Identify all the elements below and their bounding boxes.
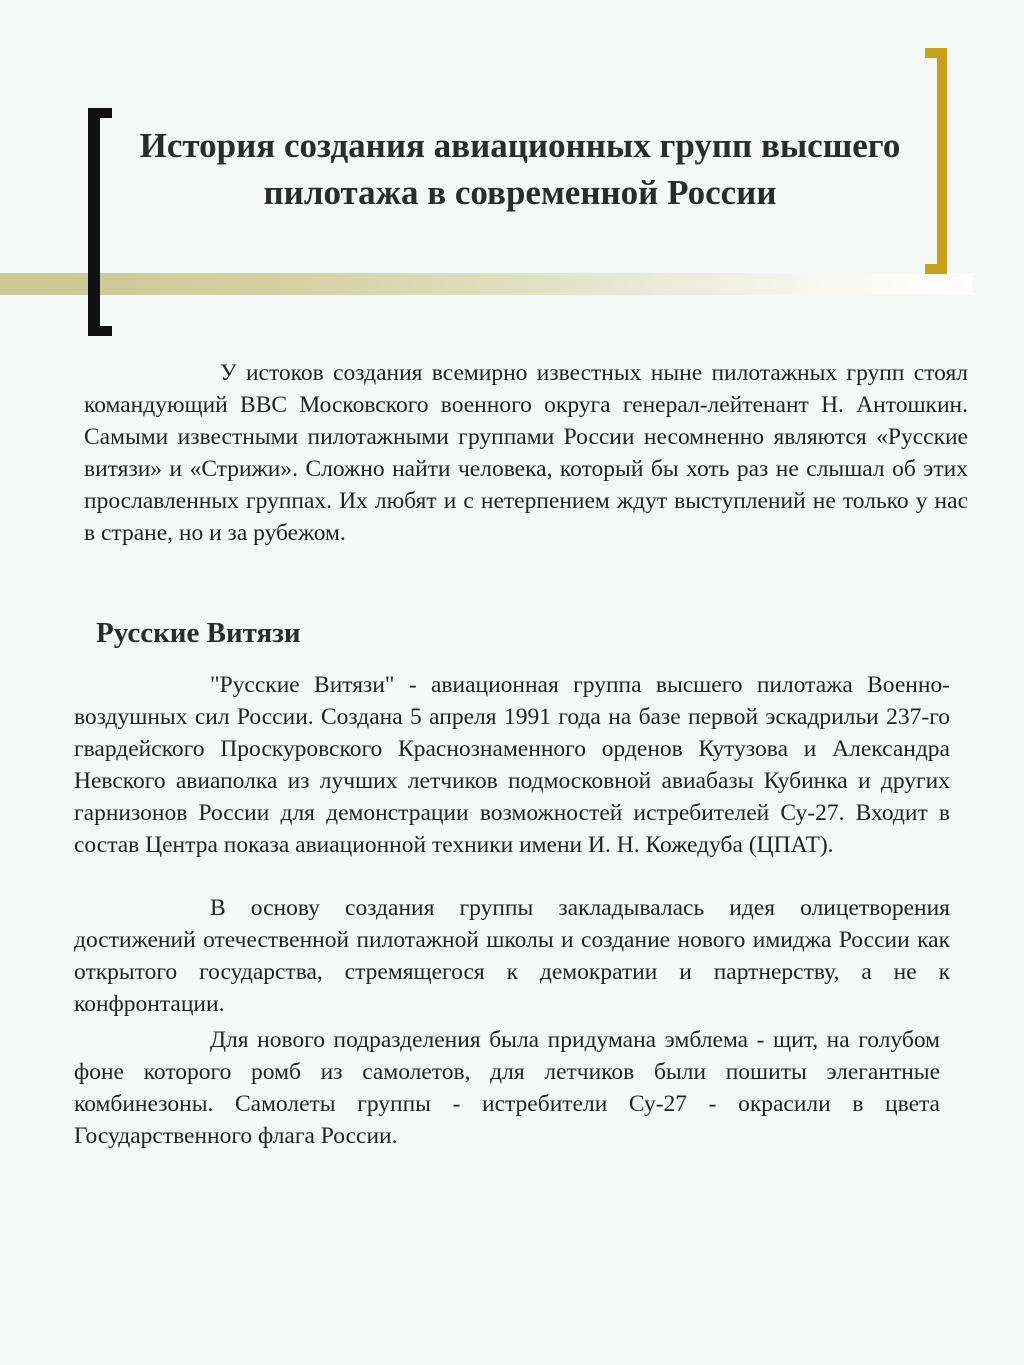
section-paragraph-1: "Русские Витязи" - авиационная группа высшего пилотажа Военно-воздушных сил России. Создана 5 апреля 1991 года на базе первой эскадрильи 237-го гвардейского Проскуровского Краснознаменного орденов Кутузова и Александра Невского авиаполка из лучших летчиков подмосковной авиабазы Кубинка и других гарнизонов России для демонстрации возможностей истребителей Су-27. Входит в состав Центра показа авиационной техники имени И. Н. Кожедуба (ЦПАТ).	[74, 672, 950, 858]
intro-paragraph: У истоков создания всемирно известных ныне пилотажных групп стоял командующий ВВС Московского военного округа генерал-лейтенант Н. Антошкин. Самыми известными пилотажными группами России несомненно являются «Русские витязи» и «Стрижи». Сложно найти человека, который бы хоть раз не слышал об этих прославленных группах. Их любят и с нетерпением ждут выступлений не только у нас в стране, но и за рубежом.	[84, 360, 968, 546]
left-bracket-decoration	[88, 108, 112, 336]
decorative-gradient-bar	[0, 273, 973, 295]
slide-title: История создания авиационных групп высшего пилотажа в современной России	[139, 126, 901, 212]
right-bracket-decoration	[925, 48, 947, 274]
section-paragraph-3: Для нового подразделения была придумана эмблема - щит, на голубом фоне которого ромб из самолетов, для летчиков были пошиты элегантные комбинезоны. Самолеты группы - истребители Су-27 - окрасили в цвета Государственного флага России.	[74, 1027, 940, 1149]
section-heading: Русские Витязи	[96, 617, 301, 649]
section-paragraph-2: В основу создания группы закладывалась идея олицетворения достижений отечественной пилотажной школы и создание нового имиджа России как открытого государства, стремящегося к демократии и партнерству, а не к конфронтации.	[74, 895, 950, 1017]
